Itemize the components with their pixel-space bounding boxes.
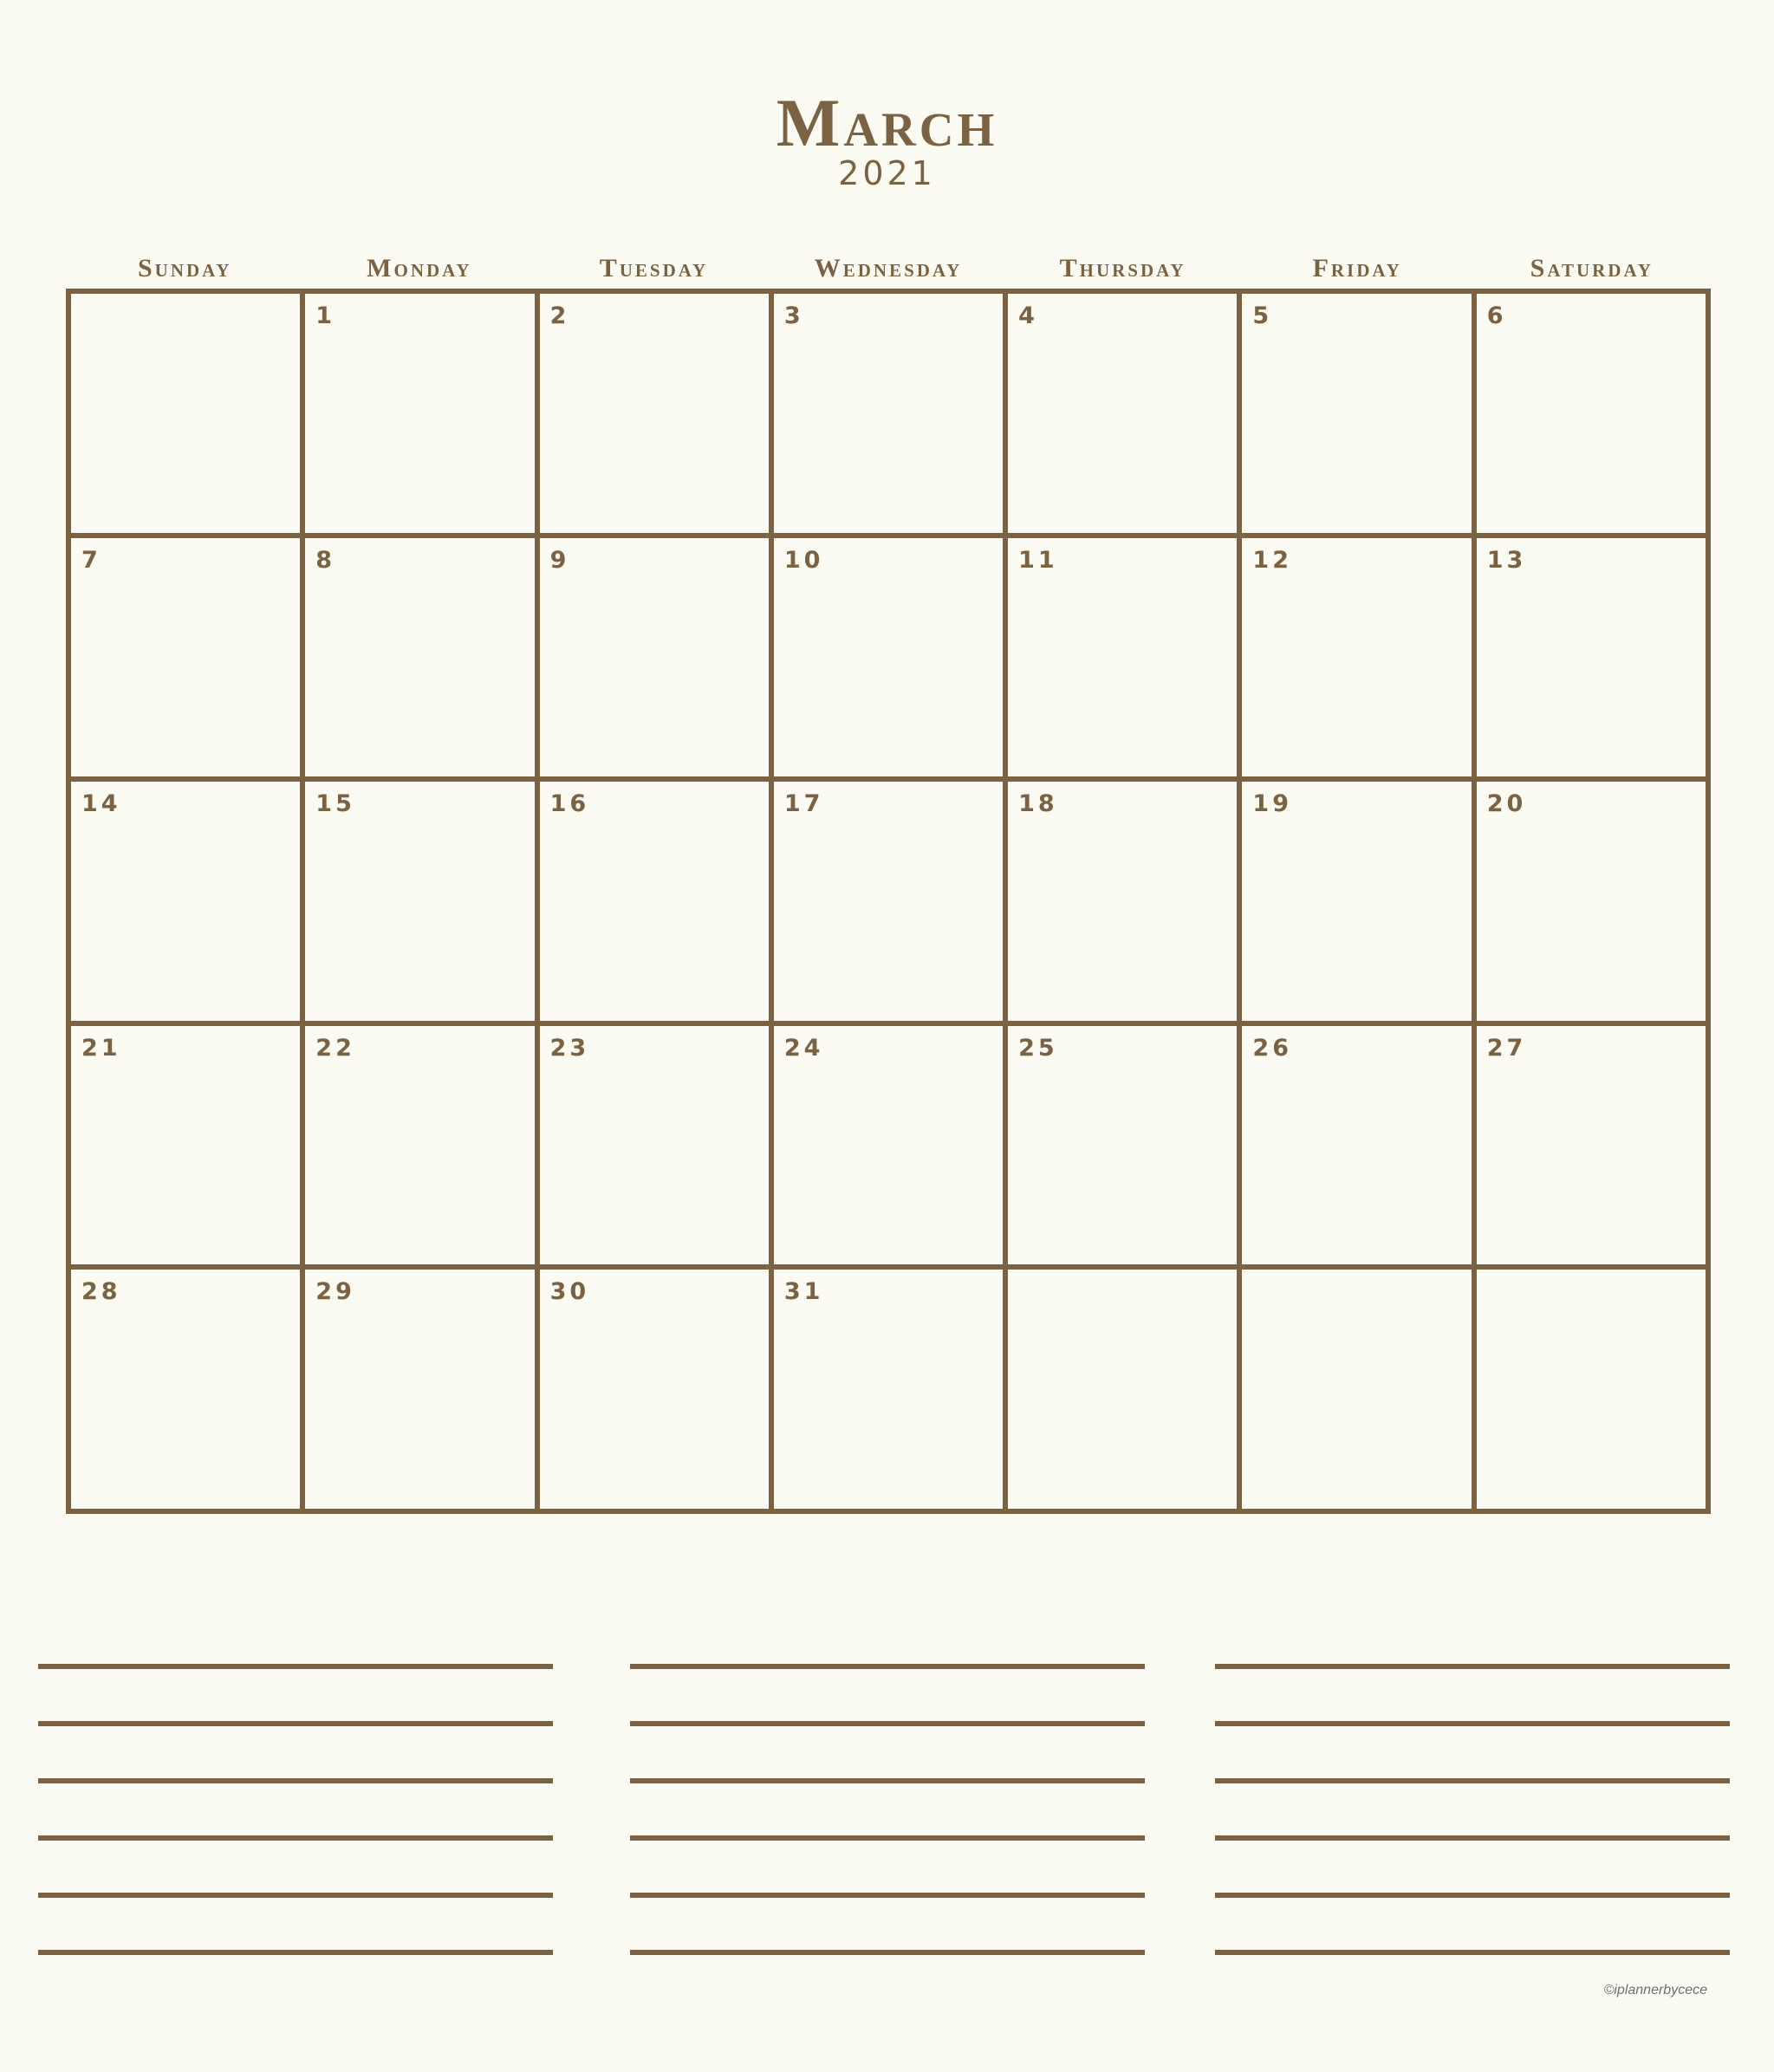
note-line[interactable] — [38, 1893, 553, 1898]
note-line[interactable] — [1215, 1721, 1730, 1726]
weekday-header-row — [68, 250, 1709, 288]
note-line[interactable] — [1215, 1778, 1730, 1783]
day-number: 29 — [315, 1278, 355, 1306]
day-cell[interactable] — [71, 1270, 300, 1509]
day-number: 9 — [549, 546, 570, 574]
day-number: 8 — [315, 546, 336, 574]
day-cell[interactable] — [71, 294, 300, 533]
day-number: 10 — [783, 546, 824, 574]
day-cell[interactable] — [540, 1270, 769, 1509]
day-number: 3 — [783, 302, 804, 329]
year-label: 2021 — [838, 154, 936, 192]
day-number: 30 — [549, 1278, 590, 1306]
day-cell[interactable] — [540, 1026, 769, 1265]
weekday-wednesday: Wednesday — [814, 254, 963, 283]
day-cell[interactable] — [540, 294, 769, 533]
note-line[interactable] — [38, 1835, 553, 1841]
day-number: 14 — [81, 790, 121, 818]
day-cell[interactable] — [1008, 1026, 1237, 1265]
day-number: 26 — [1252, 1034, 1292, 1062]
note-line[interactable] — [630, 1721, 1145, 1726]
day-number: 2 — [549, 302, 570, 329]
note-line[interactable] — [1215, 1835, 1730, 1841]
note-line[interactable] — [1215, 1893, 1730, 1898]
note-line[interactable] — [1215, 1950, 1730, 1955]
day-number: 1 — [315, 302, 336, 329]
day-number: 28 — [81, 1278, 121, 1306]
day-cell[interactable] — [1477, 1270, 1706, 1509]
day-number: 18 — [1018, 790, 1058, 818]
day-number: 24 — [783, 1034, 824, 1062]
note-line[interactable] — [38, 1721, 553, 1726]
month-title: March — [776, 85, 998, 160]
day-cell[interactable] — [774, 782, 1003, 1021]
day-cell[interactable] — [1242, 1026, 1471, 1265]
weekday-friday: Friday — [1312, 254, 1402, 283]
note-line[interactable] — [38, 1950, 553, 1955]
day-cell[interactable] — [774, 1270, 1003, 1509]
day-cell[interactable] — [774, 294, 1003, 533]
day-cell[interactable] — [305, 782, 534, 1021]
day-cell[interactable] — [1008, 1270, 1237, 1509]
day-cell[interactable] — [1242, 1270, 1471, 1509]
day-cell[interactable] — [540, 538, 769, 777]
copyright-text: ©iplannerbycece — [1603, 1983, 1707, 1997]
notes-column-3 — [1215, 1664, 1730, 2007]
day-number: 31 — [783, 1278, 824, 1306]
note-line[interactable] — [38, 1664, 553, 1669]
day-number: 15 — [315, 790, 355, 818]
weekday-thursday: Thursday — [1059, 254, 1186, 283]
day-cell[interactable] — [71, 782, 300, 1021]
day-cell[interactable] — [1477, 782, 1706, 1021]
day-cell[interactable] — [1242, 538, 1471, 777]
note-line[interactable] — [1215, 1664, 1730, 1669]
day-number: 17 — [783, 790, 824, 818]
calendar-grid — [66, 289, 1711, 1514]
day-cell[interactable] — [1242, 294, 1471, 533]
day-number: 13 — [1486, 546, 1527, 574]
day-cell[interactable] — [774, 1026, 1003, 1265]
weekday-sunday: Sunday — [137, 254, 232, 283]
note-line[interactable] — [630, 1893, 1145, 1898]
day-cell[interactable] — [1008, 782, 1237, 1021]
day-cell[interactable] — [1477, 294, 1706, 533]
day-cell[interactable] — [1477, 538, 1706, 777]
note-line[interactable] — [38, 1778, 553, 1783]
day-number: 16 — [549, 790, 590, 818]
day-number: 25 — [1018, 1034, 1058, 1062]
notes-column-2 — [630, 1664, 1145, 2007]
day-number: 6 — [1486, 302, 1507, 329]
day-number: 5 — [1252, 302, 1273, 329]
weekday-saturday: Saturday — [1530, 254, 1654, 283]
day-cell[interactable] — [71, 1026, 300, 1265]
day-cell[interactable] — [305, 1026, 534, 1265]
note-line[interactable] — [630, 1950, 1145, 1955]
day-number: 23 — [549, 1034, 590, 1062]
note-line[interactable] — [630, 1664, 1145, 1669]
day-number: 20 — [1486, 790, 1527, 818]
day-number: 7 — [81, 546, 101, 574]
day-cell[interactable] — [305, 1270, 534, 1509]
day-cell[interactable] — [305, 294, 534, 533]
note-line[interactable] — [630, 1835, 1145, 1841]
day-cell[interactable] — [540, 782, 769, 1021]
day-number: 22 — [315, 1034, 355, 1062]
day-cell[interactable] — [1477, 1026, 1706, 1265]
note-line[interactable] — [630, 1778, 1145, 1783]
day-cell[interactable] — [1008, 294, 1237, 533]
weekday-tuesday: Tuesday — [599, 254, 709, 283]
weekday-monday: Monday — [367, 254, 472, 283]
day-number: 27 — [1486, 1034, 1527, 1062]
day-cell[interactable] — [1242, 782, 1471, 1021]
day-number: 4 — [1018, 302, 1038, 329]
day-cell[interactable] — [774, 538, 1003, 777]
day-number: 19 — [1252, 790, 1292, 818]
day-number: 11 — [1018, 546, 1058, 574]
day-cell[interactable] — [305, 538, 534, 777]
day-number: 12 — [1252, 546, 1292, 574]
day-cell[interactable] — [71, 538, 300, 777]
day-number: 21 — [81, 1034, 121, 1062]
day-cell[interactable] — [1008, 538, 1237, 777]
notes-column-1 — [38, 1664, 553, 2007]
